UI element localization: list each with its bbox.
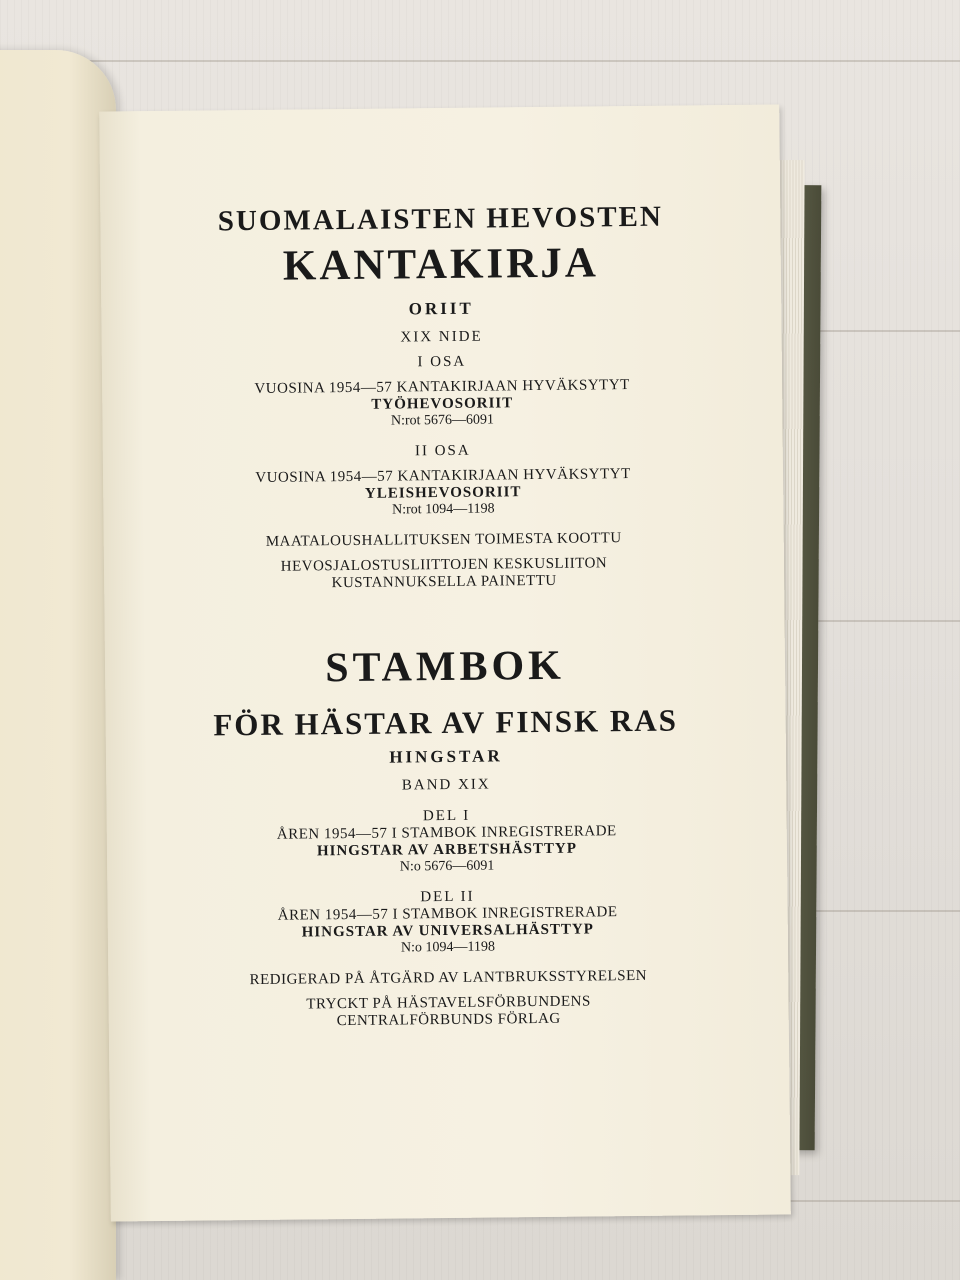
finnish-part2-category: YLEISHEVOSORIIT [364, 484, 522, 502]
finnish-part2-heading: II OSA [414, 442, 471, 460]
finnish-part1-text: VUOSINA 1954—57 KANTAKIRJAAN HYVÄKSYTYT [254, 377, 630, 397]
swedish-printed-line1: TRYCKT PÅ HÄSTAVELSFÖRBUNDENS [306, 993, 591, 1013]
swedish-part1-category: HINGSTAR AV ARBETSHÄSTTYP [316, 840, 578, 860]
swedish-part1-text: ÅREN 1954—57 I STAMBOK INREGISTRERADE [276, 823, 617, 843]
finnish-title: KANTAKIRJA [282, 239, 600, 290]
finnish-volume: XIX NIDE [400, 328, 483, 346]
swedish-part2-text: ÅREN 1954—57 I STAMBOK INREGISTRERADE [277, 904, 618, 924]
title-page-text [100, 199, 789, 1032]
title-page [99, 104, 791, 1221]
swedish-part2-category: HINGSTAR AV UNIVERSALHÄSTTYP [301, 921, 595, 941]
swedish-part2-heading: DEL II [420, 888, 475, 906]
swedish-title: STAMBOK [325, 642, 566, 692]
finnish-printed-line2: KUSTANNUKSELLA PAINETTU [331, 572, 557, 592]
finnish-part2-text: VUOSINA 1954—57 KANTAKIRJAAN HYVÄKSYTYT [255, 466, 631, 486]
swedish-subtitle: FÖR HÄSTAR AV FINSK RAS [213, 702, 679, 743]
finnish-part1-numbers: N:rot 5676—6091 [390, 412, 495, 429]
finnish-part1-category: TYÖHEVOSORIIT [371, 395, 514, 413]
finnish-part1-heading: I OSA [417, 353, 467, 371]
finnish-part2-numbers: N:rot 1094—1198 [392, 501, 495, 518]
swedish-part1-heading: DEL I [422, 807, 471, 825]
swedish-volume: BAND XIX [401, 776, 491, 794]
swedish-part1-numbers: N:o 5676—6091 [399, 858, 495, 875]
swedish-printed-line2: CENTRALFÖRBUNDS FÖRLAG [336, 1010, 561, 1030]
finnish-printed-line1: HEVOSJALOSTUSLIITTOJEN KESKUSLIITON [280, 555, 608, 575]
swedish-part2-numbers: N:o 1094—1198 [400, 939, 496, 956]
left-page [0, 50, 116, 1280]
finnish-subtitle: ORIIT [408, 298, 474, 319]
swedish-category-title: HINGSTAR [389, 746, 503, 767]
finnish-series-title: SUOMALAISTEN HEVOSTEN [217, 200, 664, 238]
finnish-compiled: MAATALOUSHALLITUKSEN TOIMESTA KOOTTU [265, 530, 622, 550]
plank-seam [0, 60, 960, 62]
swedish-edited: REDIGERAD PÅ ÅTGÄRD AV LANTBRUKSSTYRELSEN [249, 967, 648, 989]
